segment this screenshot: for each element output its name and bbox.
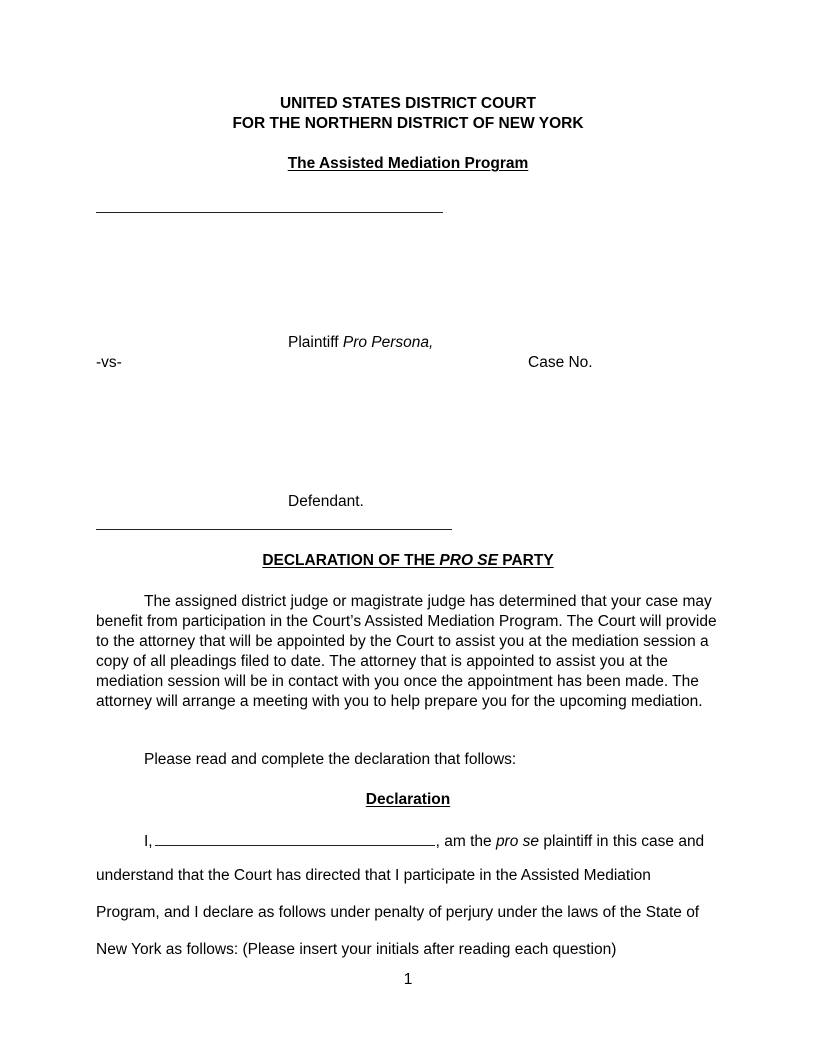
declaration-title-italic: PRO SE bbox=[439, 552, 498, 569]
declaration-pro-se: pro se bbox=[495, 833, 540, 850]
caption-bottom-rule bbox=[96, 529, 452, 530]
declaration-mid: , am the bbox=[435, 833, 496, 850]
declaration-prefix: I, bbox=[144, 833, 153, 850]
declaration-title-prefix: DECLARATION OF THE bbox=[262, 552, 440, 569]
declaration-suffix: plaintiff in this case and bbox=[539, 833, 705, 850]
caption-top-rule bbox=[96, 212, 443, 213]
declarant-name-field[interactable] bbox=[155, 831, 435, 846]
declaration-title bbox=[0, 552, 816, 570]
case-number-label: Case No. bbox=[528, 354, 593, 371]
declaration-line-2: understand that the Court has directed that I participate in the Assisted Mediation bbox=[96, 867, 651, 884]
plaintiff-label: Plaintiff bbox=[288, 334, 339, 351]
program-title-text: The Assisted Mediation Program bbox=[287, 155, 529, 172]
declaration-title-text bbox=[262, 552, 553, 569]
declaration-line-4: New York as follows: (Please insert your initials after reading each question) bbox=[96, 941, 617, 958]
declaration-line-3: Program, and I declare as follows under penalty of perjury under the laws of the State of bbox=[96, 904, 700, 921]
versus-label: -vs- bbox=[96, 354, 122, 371]
plaintiff-designation bbox=[288, 334, 433, 352]
court-name-line-1: UNITED STATES DISTRICT COURT bbox=[279, 95, 537, 112]
declaration-title-suffix: PARTY bbox=[497, 552, 554, 569]
intro-paragraph: The assigned district judge or magistrate judge has determined that your case may benefit from participation in the Court’s Assisted Mediation Program. The Court will provide to the attorney that will be appointed by the Court to assist you at the mediation session a copy of all pleadings filed to date. The attorney that is appointed to assist you at the mediation session will be in contact with you once the appointment has been made. The attorney will arrange a meeting with you to help prepare you for the upcoming mediation. bbox=[96, 593, 717, 710]
plaintiff-status: Pro Persona, bbox=[342, 334, 434, 351]
declaration-heading-text: Declaration bbox=[365, 791, 451, 808]
declaration-heading bbox=[0, 791, 816, 809]
page-number: 1 bbox=[403, 971, 413, 988]
defendant-label: Defendant. bbox=[288, 493, 364, 510]
instruction-text: Please read and complete the declaration that follows: bbox=[144, 751, 517, 768]
court-name-line-2: FOR THE NORTHERN DISTRICT OF NEW YORK bbox=[232, 115, 584, 132]
program-title bbox=[0, 155, 816, 173]
declaration-line-1 bbox=[144, 831, 704, 851]
